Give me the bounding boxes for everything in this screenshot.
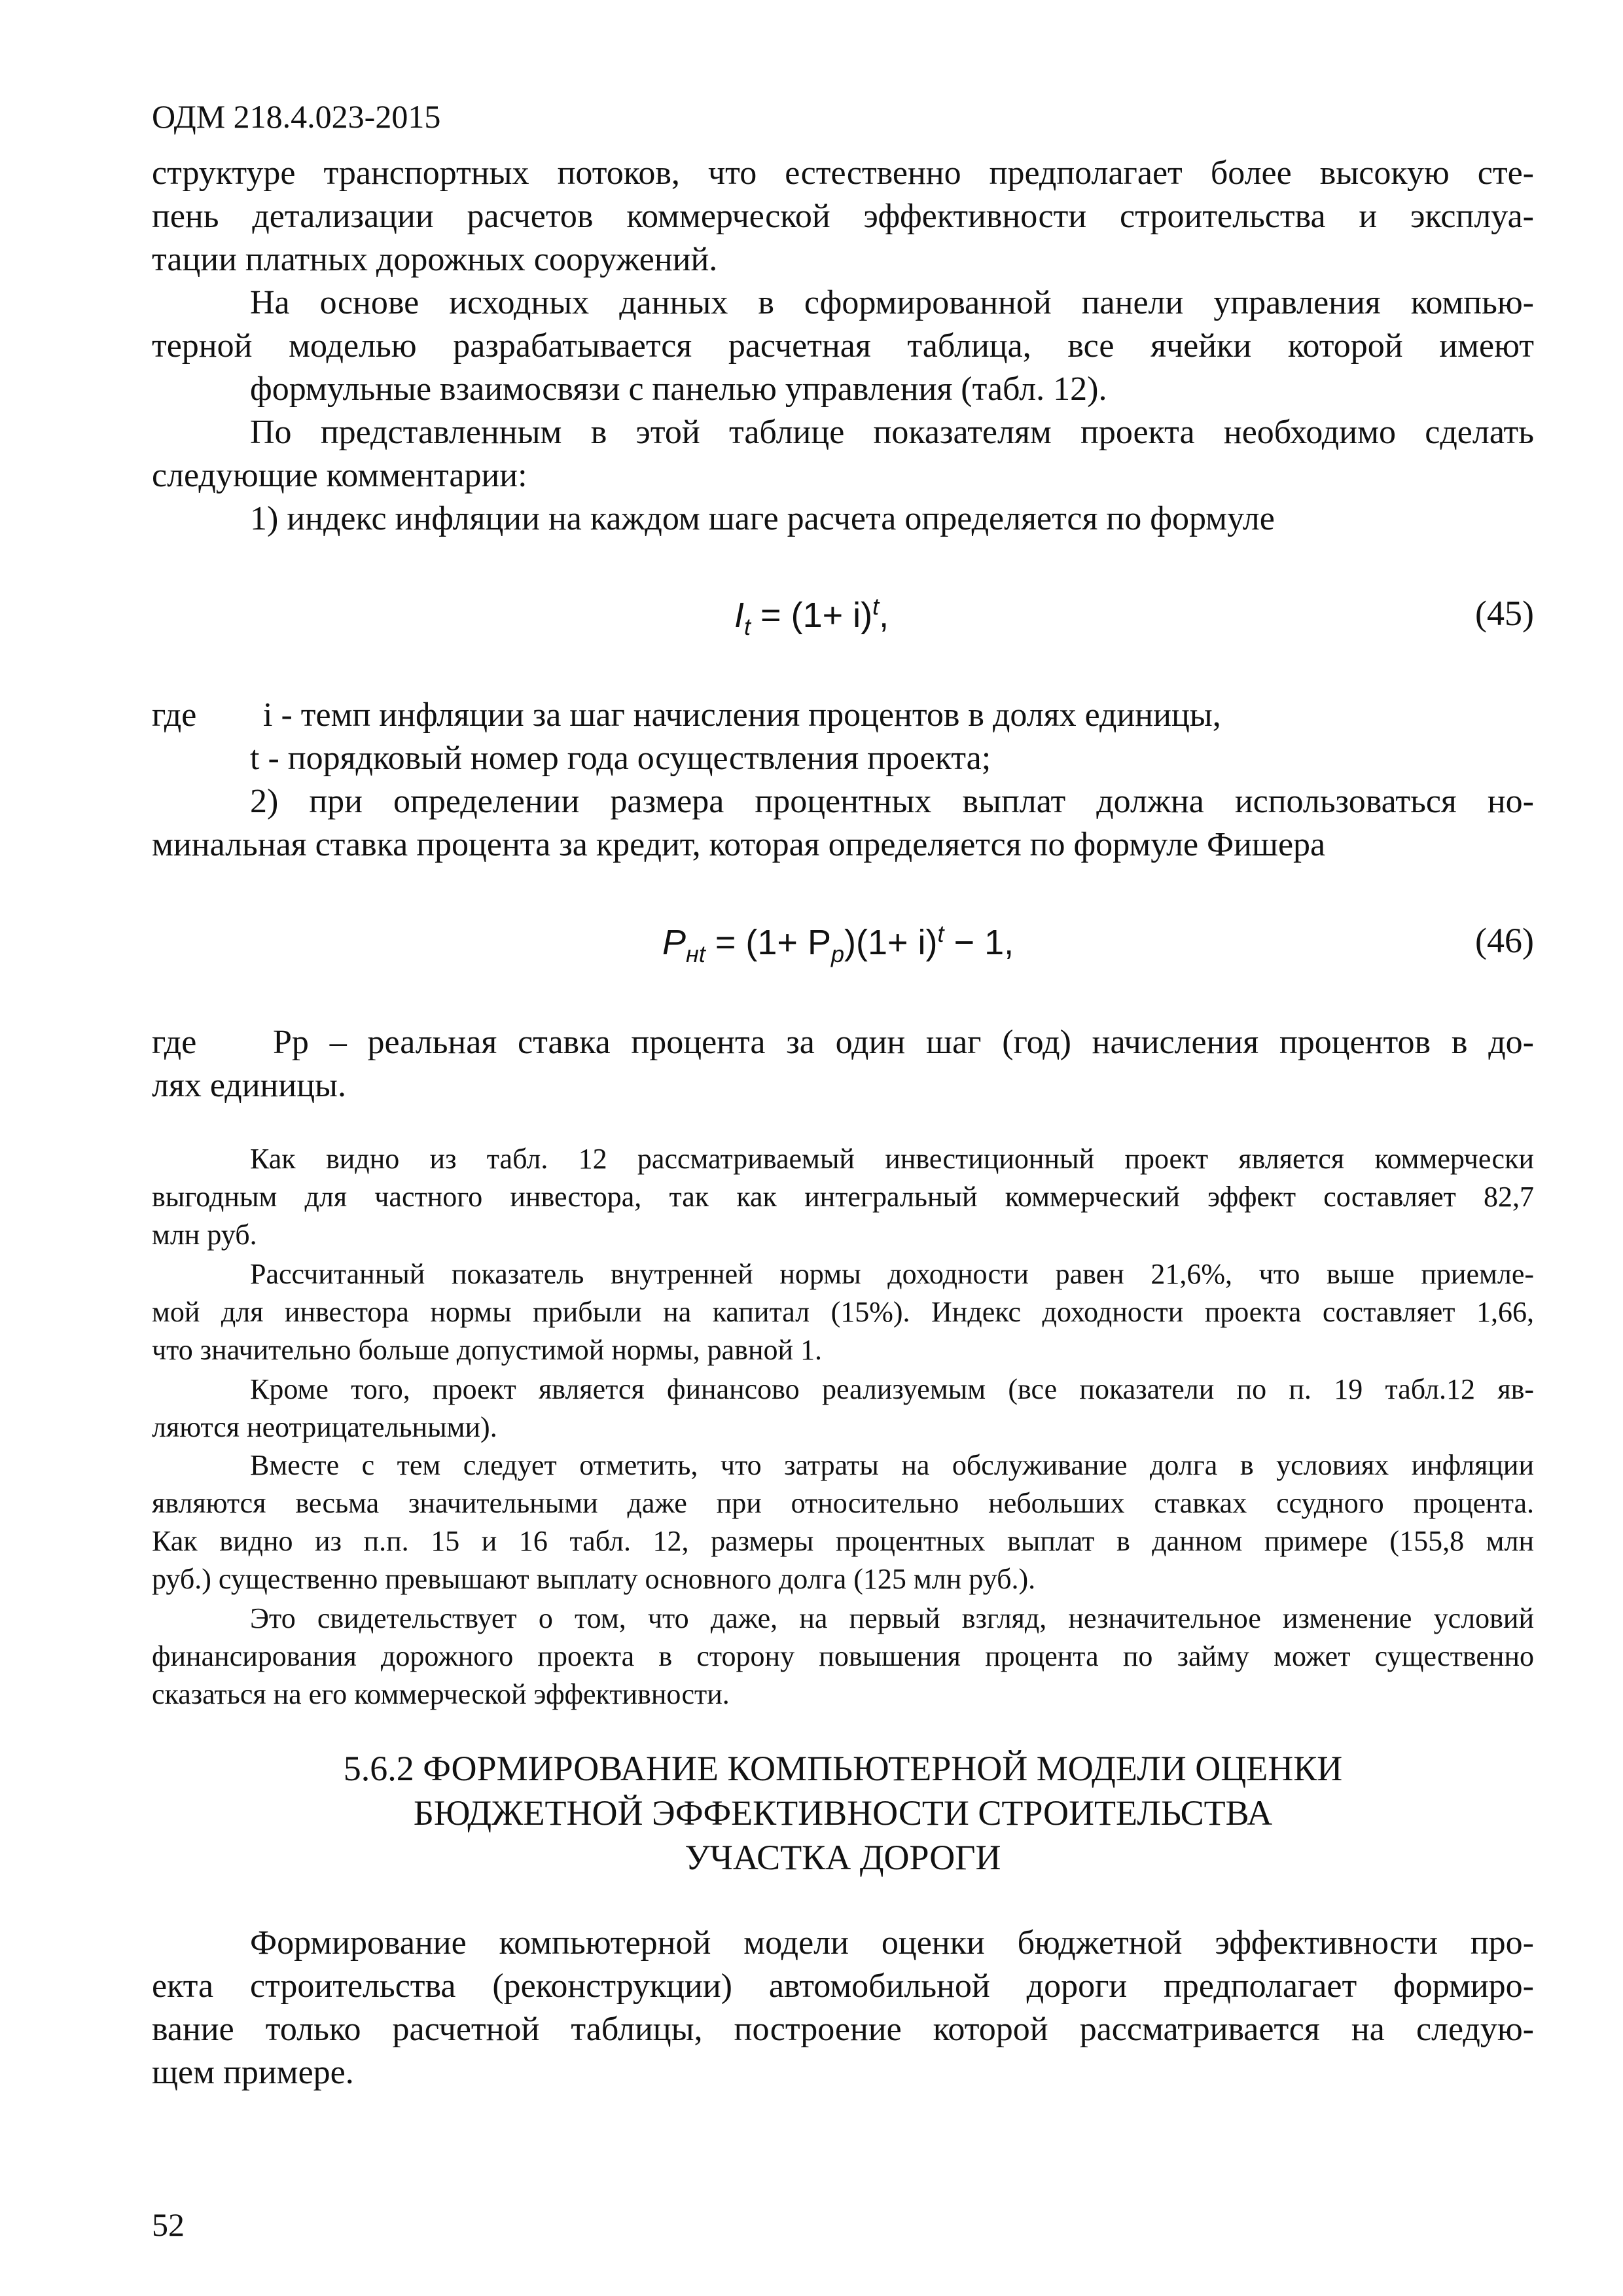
legend-t-definition: t - порядковый номер года осуществления проекта; [250,740,991,777]
text-line: терной моделью разрабатывается расчетная таблица, все ячейки которой имеют [152,327,1534,365]
text-line: Как видно из п.п. 15 и 16 табл. 12, размеры процентных выплат в данном примере (155,8 млн [152,1525,1534,1557]
text-line: финансирования дорожного проекта в сторону повышения процента по займу может существенно [152,1640,1534,1672]
small-paragraph-conclusion [152,1600,1534,1713]
where-label: где [152,1024,197,1061]
equation-number: (45) [1475,594,1534,633]
text-line: вание только расчетной таблицы, построение которой рассматривается на следую- [152,2011,1534,2048]
paragraph-comments-intro [152,411,1534,497]
formula-45 [152,589,1534,641]
paragraph-intro-continuation [152,152,1534,281]
formula-inflation-index [734,593,889,641]
legend-pp-definition: Pp – реальная ставка процента за один шаг (год) начисления процентов в до- [273,1024,1534,1061]
heading-line: 5.6.2 ФОРМИРОВАНИЕ КОМПЬЮТЕРНОЙ МОДЕЛИ ОЦЕНКИ [343,1749,1343,1788]
text-line: руб.) существенно превышают выплату основного долга (125 млн руб.). [152,1563,1036,1595]
document-code-header: ОДМ 218.4.023-2015 [152,98,441,135]
formula-rhs: = (1+ i) [760,596,873,635]
where-label: где [152,696,197,734]
formula-subscript: нt [686,940,705,967]
paragraph-control-panel [152,281,1534,411]
text-line: Формирование компьютерной модели оценки бюджетной эффективности про- [250,1924,1534,1962]
text-line: По представленным в этой таблице показателям проекта необходимо сделать [250,414,1534,451]
legend-i-definition: i - темп инфляции за шаг начисления процентов в долях единицы, [263,696,1221,734]
formula-symbol: I [734,596,745,635]
formula-46-legend [152,1021,1534,1107]
text-line: что значительно больше допустимой нормы, равной 1. [152,1334,823,1366]
small-paragraph-feasibility [152,1371,1534,1446]
small-paragraph-debt-service [152,1446,1534,1598]
text-line: сказаться на его коммерческой эффективности. [152,1678,730,1710]
text-line: структуре транспортных потоков, что естественно предполагает более высокую сте- [152,154,1534,192]
formula-superscript: t [937,920,944,947]
text-line: Кроме того, проект является финансово реализуемым (все показатели по п. 19 табл.12 яв- [250,1373,1534,1405]
equation-number: (46) [1475,921,1534,960]
text-line: Как видно из табл. 12 рассматриваемый инвестиционный проект является коммерчески [250,1143,1534,1175]
text-line: являются весьма значительными даже при относительно небольших ставках ссудного процента. [152,1487,1534,1519]
text-line: ляются неотрицательными). [152,1411,497,1443]
text-line: выгодным для частного инвестора, так как интегральный коммерческий эффект составляет 82,7 [152,1181,1534,1213]
heading-line: УЧАСТКА ДОРОГИ [685,1838,1001,1877]
text-line: Рассчитанный показатель внутренней нормы доходности равен 21,6%, что выше приемле- [250,1258,1534,1290]
formula-subscript: t [744,613,751,640]
small-paragraph-commercial-benefit [152,1140,1534,1254]
list-item-inflation-index [152,497,1534,541]
formula-part: = (1+ P [715,923,831,962]
text-line: На основе исходных данных в сформированной панели управления компью- [250,284,1534,321]
text-line: щем примере. [152,2054,354,2091]
text-line: Вместе с тем следует отметить, что затраты на обслуживание долга в условиях инфляции [250,1449,1534,1481]
formula-subscript: p [830,940,844,967]
text-line: екта строительства (реконструкции) автомобильной дороги предполагает формиро- [152,1967,1534,2005]
heading-line: БЮДЖЕТНОЙ ЭФФЕКТИВНОСТИ СТРОИТЕЛЬСТВА [413,1793,1273,1833]
formula-46 [152,916,1534,969]
text-line [152,1021,1534,1064]
text-line: млн руб. [152,1219,257,1251]
text-line: пень детализации расчетов коммерческой эффективности строительства и эксплуа- [152,198,1534,235]
text-line: 1) индекс инфляции на каждом шаге расчета определяется по формуле [250,500,1275,537]
text-line: Это свидетельствует о том, что даже, на первый взгляд, незначительное изменение условий [250,1602,1534,1634]
formula-part: )(1+ i) [844,923,938,962]
formula-symbol: P [662,923,687,962]
formula-45-legend [152,694,1534,780]
text-line: мой для инвестора нормы прибыли на капитал (15%). Индекс доходности проекта составляет 1,66, [152,1296,1534,1328]
text-line: следующие комментарии: [152,457,527,494]
text-line: минальная ставка процента за кредит, которая определяется по формуле Фишера [152,826,1326,863]
formula-superscript: t [872,593,880,620]
section-heading [152,1746,1534,1880]
text-line: тации платных дорожных сооружений. [152,241,718,278]
page-number: 52 [152,2206,185,2243]
list-item-nominal-rate [152,780,1534,867]
text-line: 2) при определении размера процентных выплат должна использоваться но- [250,783,1534,820]
text-line: лях единицы. [152,1067,346,1104]
formula-fisher [662,920,1014,968]
formula-tail: , [879,596,889,635]
text-line: формульные взаимосвязи с панелью управления (табл. 12). [250,370,1107,408]
formula-tail: − 1, [954,923,1014,962]
paragraph-budget-model [152,1922,1534,2094]
small-paragraph-irr [152,1255,1534,1369]
